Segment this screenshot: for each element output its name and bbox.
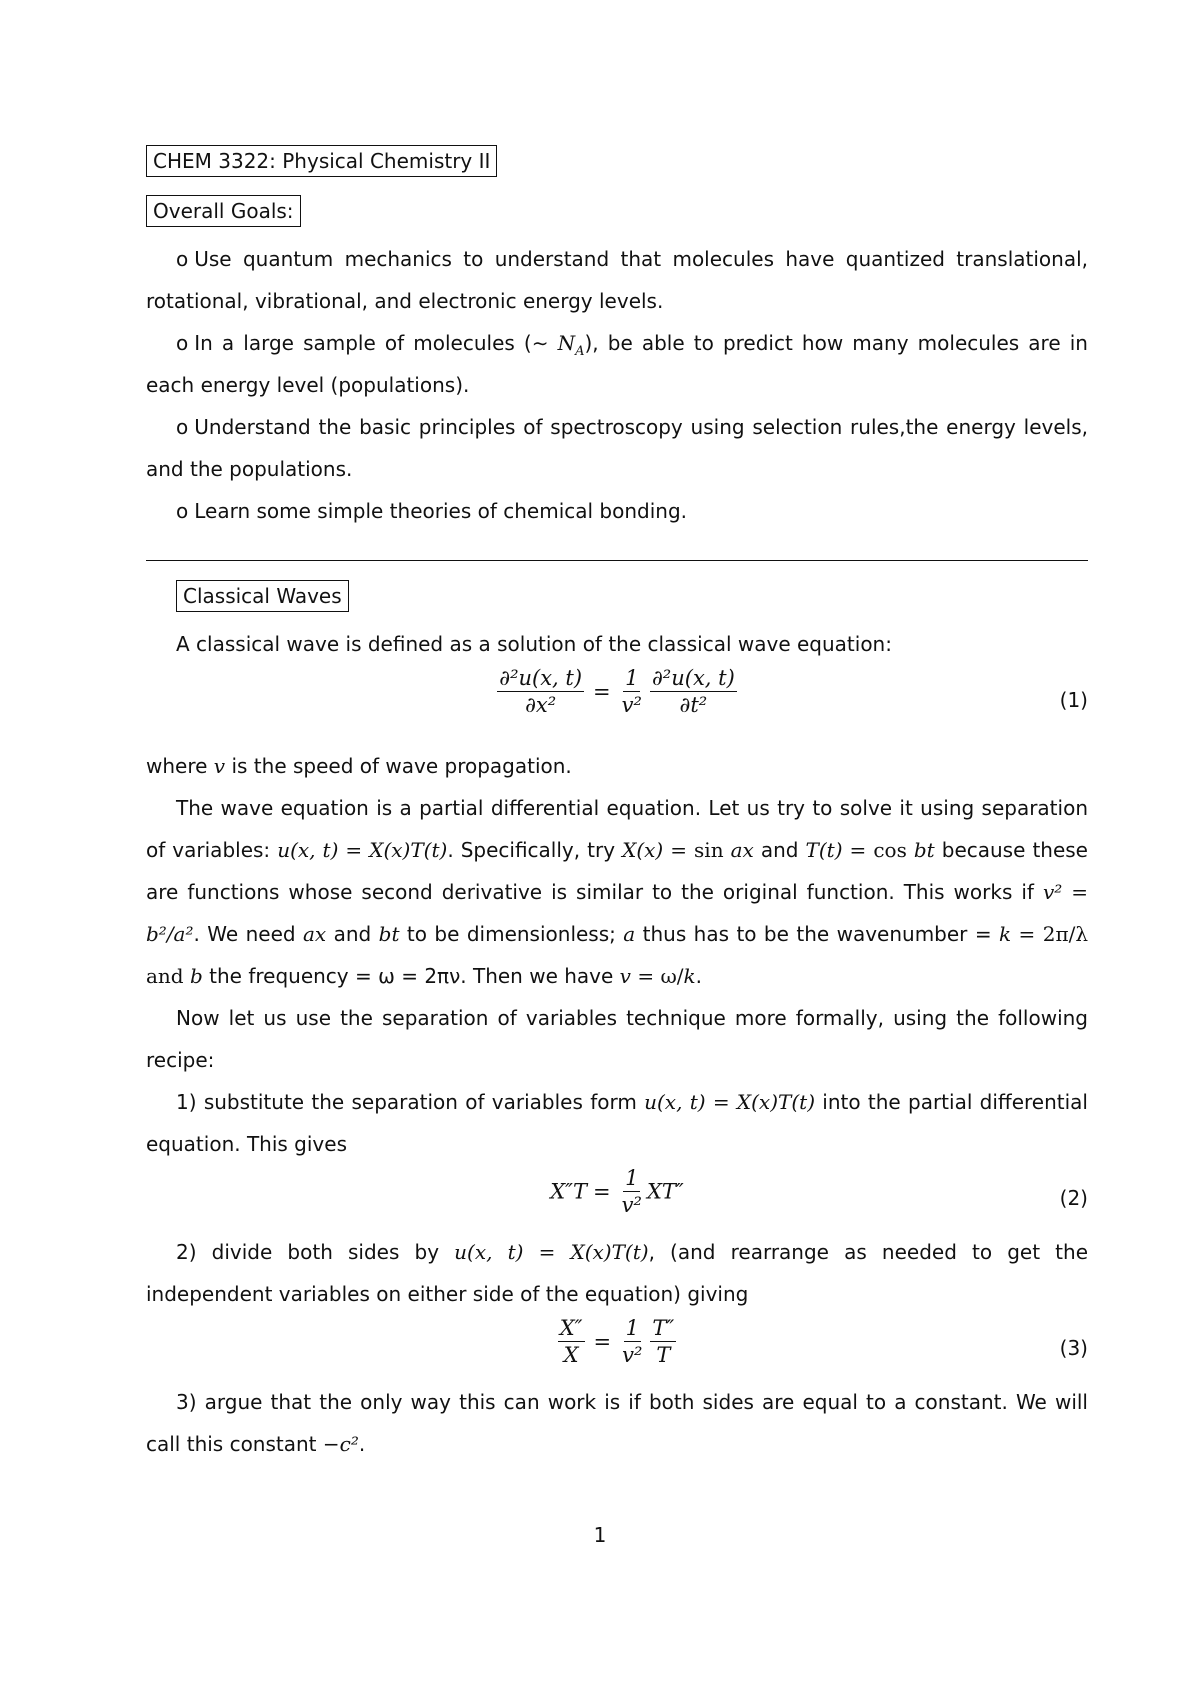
equation-number: (3) (1059, 1336, 1088, 1360)
paragraph-separation: The wave equation is a partial differential equation. Let us try to solve it using separation of variables: u(x, t) = X(x)T(t). Specifically, try X(x) = sin ax and T(t) = cos bt because these are functions whose second derivative is similar to the original function. This works if v² = b²/a². We need ax and bt to be dimensionless; a thus has to be the wavenumber = k = 2π/λ and b the frequency = ω = 2πν. Then we have v = ω/k. (146, 796, 1088, 988)
horizontal-rule (146, 560, 1088, 561)
goal-4: o Learn some simple theories of chemical bonding. (176, 499, 688, 523)
goal-3: o Understand the basic principles of spectroscopy using selection rules,the energy levels, and the populations. (146, 415, 1088, 481)
equation-number: (2) (1059, 1186, 1088, 1210)
bullet-marker: o (176, 331, 189, 355)
section-heading: Classical Waves (176, 580, 349, 612)
goals-heading: Overall Goals: (146, 195, 301, 227)
bullet-marker: o (176, 499, 189, 523)
page-number: 1 (593, 1523, 607, 1547)
bullet-marker: o (176, 415, 189, 439)
step-2: 2) divide both sides by u(x, t) = X(x)T(t), (and rearrange as needed to get the independent variables on either side of the equation) giving (146, 1240, 1088, 1306)
where-line: where v is the speed of wave propagation. (146, 754, 572, 778)
course-title: CHEM 3322: Physical Chemistry II (146, 145, 497, 177)
paragraph-recipe: Now let us use the separation of variables technique more formally, using the following recipe: (146, 1006, 1088, 1072)
page-content (146, 140, 1088, 1465)
intro-paragraph: A classical wave is defined as a solution of the classical wave equation: (176, 632, 892, 656)
equation-1: $\frac{\text{∂²u(x, t)}}{\text{∂x²}}$ = $\frac{1}{\text{v²}}$ $\frac{\text{∂²u(x, t)}}{\text{∂t²}}$ (1) (146, 665, 1088, 745)
bullet-marker: o (176, 247, 189, 271)
goal-1: o Use quantum mechanics to understand that molecules have quantized translational, rotational, vibrational, and electronic energy levels. (146, 247, 1088, 313)
step-3: 3) argue that the only way this can work is if both sides are equal to a constant. We will call this constant −c². (146, 1390, 1088, 1456)
step-1: 1) substitute the separation of variables form u(x, t) = X(x)T(t) into the partial differential equation. This gives (146, 1090, 1088, 1156)
equation-number: (1) (1059, 688, 1088, 712)
equation-3: $\frac{X''}{X}$ = $\frac{1}{\text{v²}}$ $\frac{T''}{T}$ (3) (559, 1316, 1088, 1367)
goal-2: o In a large sample of molecules (∼ $N_A$), be able to predict how many molecules are in each energy level (populations). (146, 331, 1088, 397)
equation-2: X″T = $\frac{1}{\text{v²}}$ XT″ (2) (550, 1166, 1088, 1217)
